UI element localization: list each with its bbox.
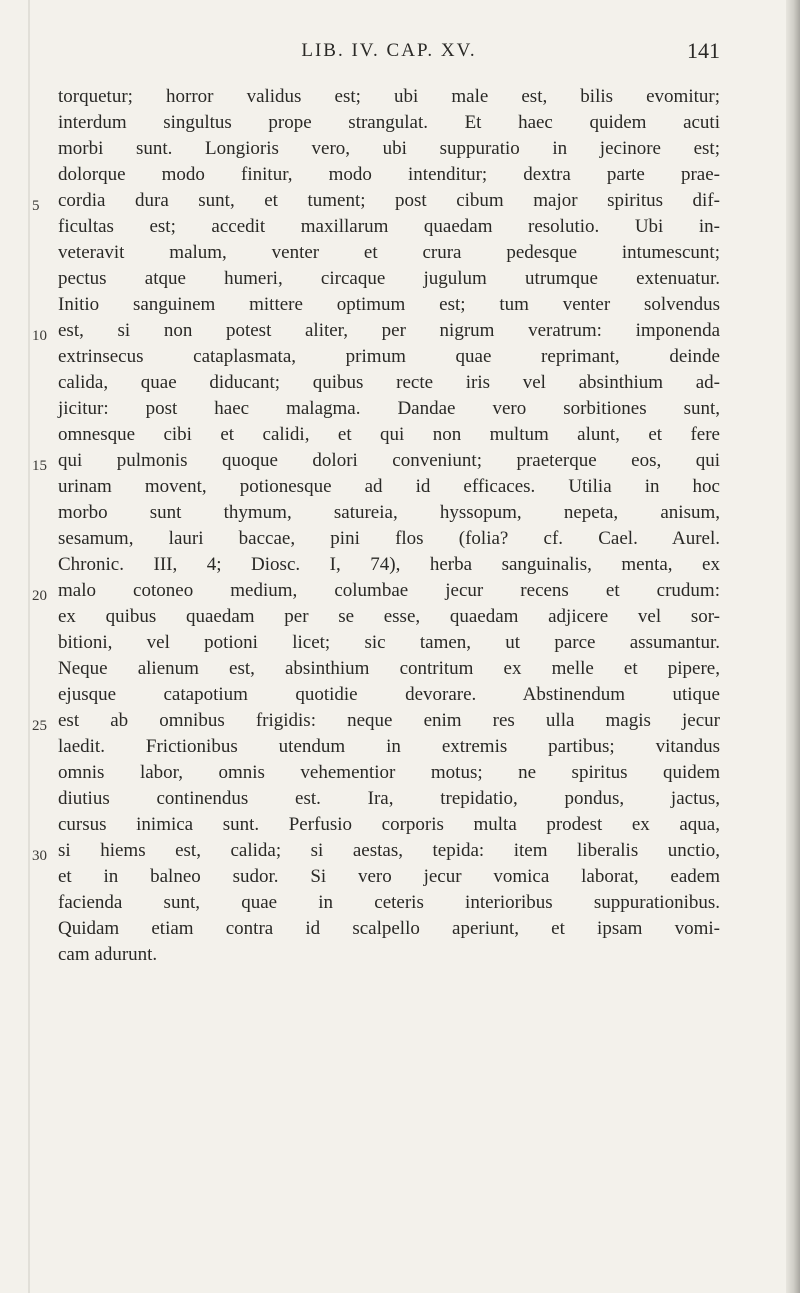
text-line: et in balneo sudor. Si vero jecur vomica laborat, eadem <box>58 866 720 887</box>
text-line: interdum singultus prope strangulat. Et haec quidem acuti <box>58 112 720 133</box>
text-line: qui pulmonis quoque dolori conveniunt; praeterque eos, qui <box>58 450 720 471</box>
text-line: laedit. Frictionibus utendum in extremis partibus; vitandus <box>58 736 720 757</box>
text-line: diutius continendus est. Ira, trepidatio, pondus, jactus, <box>58 788 720 809</box>
text-line: jicitur: post haec malagma. Dandae vero sorbitiones sunt, <box>58 398 720 419</box>
text-line: pectus atque humeri, circaque jugulum utrumque extenuatur. <box>58 268 720 289</box>
text-line: Quidam etiam contra id scalpello aperiunt, et ipsam vomi- <box>58 918 720 939</box>
text-line: sesamum, lauri baccae, pini flos (folia? cf. Cael. Aurel. <box>58 528 720 549</box>
margin-line-number: 5 <box>32 198 40 214</box>
text-line: cordia dura sunt, et tument; post cibum major spiritus dif- <box>58 190 720 211</box>
text-line: ficultas est; accedit maxillarum quaedam resolutio. Ubi in- <box>58 216 720 237</box>
page-number: 141 <box>687 38 720 63</box>
text-line: calida, quae diducant; quibus recte iris vel absinthium ad- <box>58 372 720 393</box>
text-line: est, si non potest aliter, per nigrum veratrum: imponenda <box>58 320 720 341</box>
page-edge <box>786 0 800 1293</box>
text-line: urinam movent, potionesque ad id efficaces. Utilia in hoc <box>58 476 720 497</box>
text-line: omnis labor, omnis vehementior motus; ne spiritus quidem <box>58 762 720 783</box>
running-head: LIB. IV. CAP. XV. <box>301 40 477 61</box>
text-line: veteravit malum, venter et crura pedesque intumescunt; <box>58 242 720 263</box>
text-line: si hiems est, calida; si aestas, tepida: item liberalis unctio, <box>58 840 720 861</box>
margin-line-number: 20 <box>32 588 47 604</box>
page-header <box>58 40 720 70</box>
text-line: bitioni, vel potioni licet; sic tamen, ut parce assumantur. <box>58 632 720 653</box>
text-line: morbi sunt. Longioris vero, ubi suppuratio in jecinore est; <box>58 138 720 159</box>
margin-line-number: 10 <box>32 328 47 344</box>
text-line: Initio sanguinem mittere optimum est; tum venter solvendus <box>58 294 720 315</box>
text-line: malo cotoneo medium, columbae jecur recens et crudum: <box>58 580 720 601</box>
text-line: torquetur; horror validus est; ubi male est, bilis evomitur; <box>58 86 720 107</box>
text-line: morbo sunt thymum, satureia, hyssopum, nepeta, anisum, <box>58 502 720 523</box>
text-line: ejusque catapotium quotidie devorare. Abstinendum utique <box>58 684 720 705</box>
text-line: cam adurunt. <box>58 944 158 965</box>
text-line: omnesque cibi et calidi, et qui non multum alunt, et fere <box>58 424 720 445</box>
margin-line-number: 15 <box>32 458 47 474</box>
text-line: cursus inimica sunt. Perfusio corporis multa prodest ex aqua, <box>58 814 720 835</box>
text-line: extrinsecus cataplasmata, primum quae reprimant, deinde <box>58 346 720 367</box>
margin-line-number: 25 <box>32 718 47 734</box>
text-line: dolorque modo finitur, modo intenditur; dextra parte prae- <box>58 164 720 185</box>
text-line: Neque alienum est, absinthium contritum ex melle et pipere, <box>58 658 720 679</box>
text-line: ex quibus quaedam per se esse, quaedam adjicere vel sor- <box>58 606 720 627</box>
margin-line-number: 30 <box>32 848 47 864</box>
gutter-shadow <box>28 0 30 1293</box>
text-line: est ab omnibus frigidis: neque enim res ulla magis jecur <box>58 710 720 731</box>
text-line: Chronic. III, 4; Diosc. I, 74), herba sanguinalis, menta, ex <box>58 554 720 575</box>
text-line: facienda sunt, quae in ceteris interioribus suppurationibus. <box>58 892 720 913</box>
